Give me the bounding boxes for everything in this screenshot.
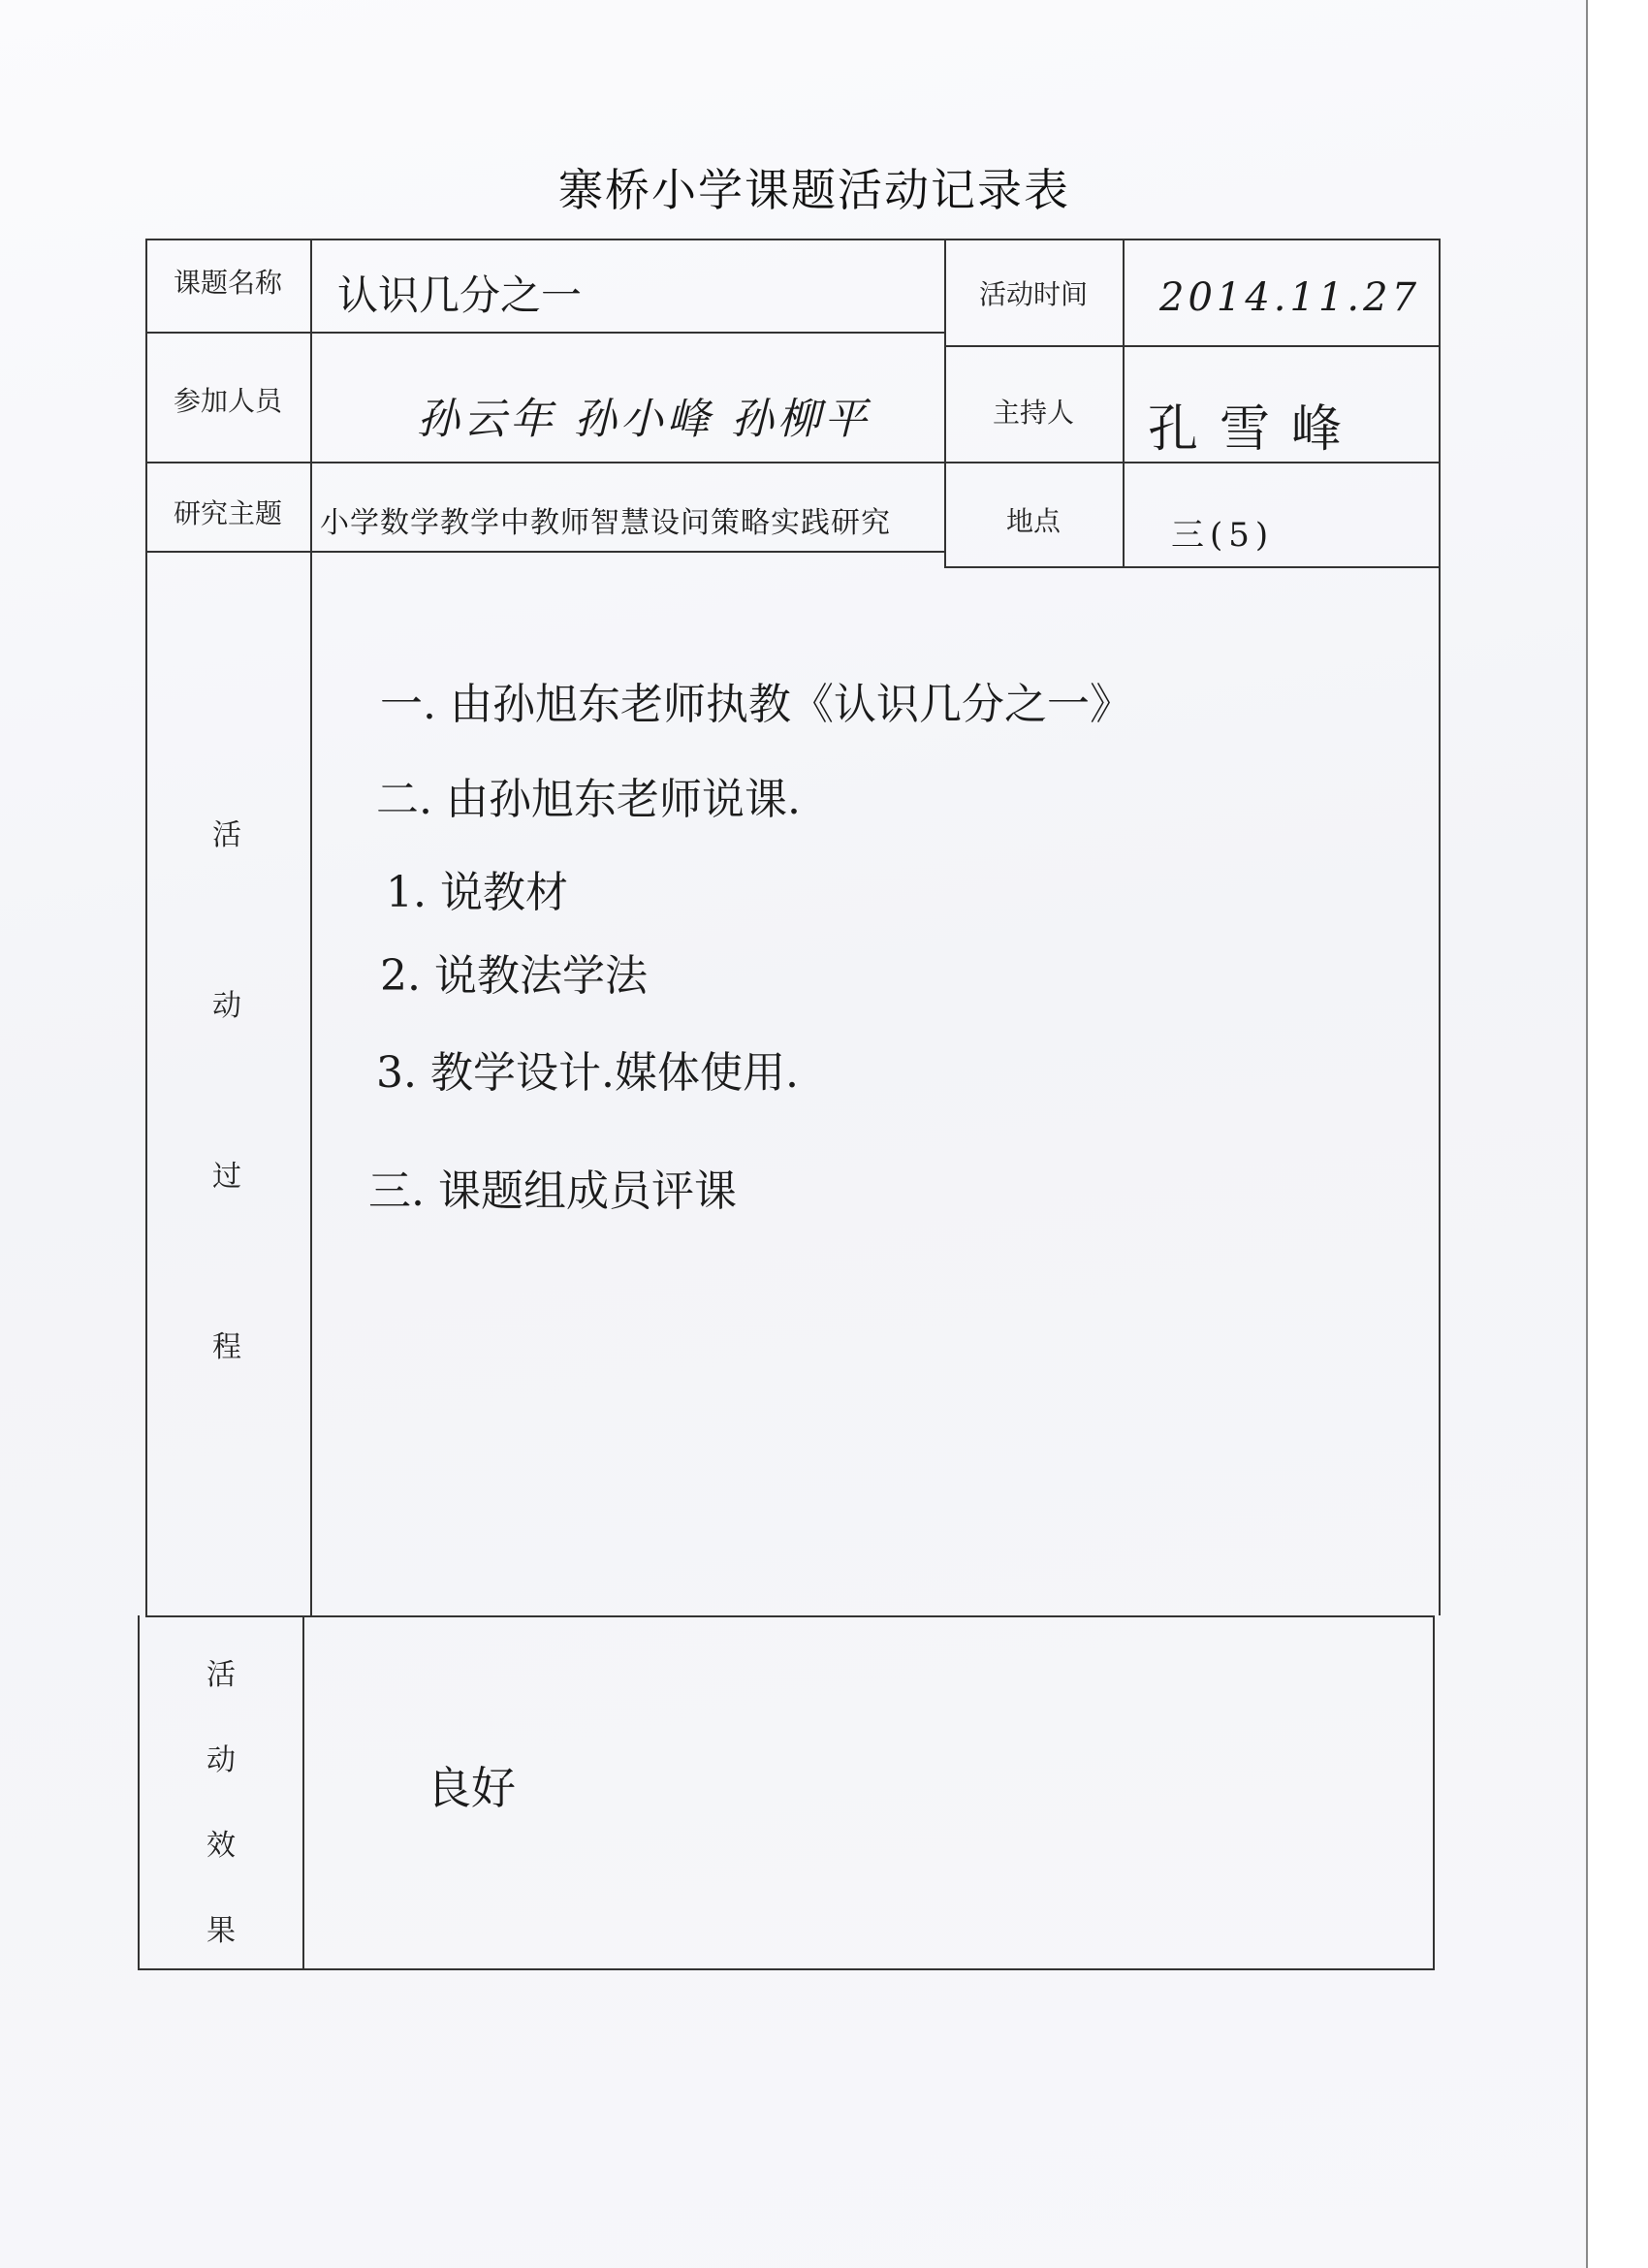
activity-time-label: 活动时间 [978,278,1088,310]
host-label: 主持人 [992,397,1074,429]
row-divider-4 [145,1615,1435,1617]
process-label-char: 动 [212,989,241,1023]
effect-value: 良好 [427,1762,516,1814]
scan-edge [1586,0,1648,2268]
research-theme-label: 研究主题 [173,497,282,529]
process-item: 3. 教学设计.媒体使用. [376,1048,799,1098]
effect-label-char: 活 [206,1658,236,1692]
row-divider-3b [944,566,1441,568]
table-border-left [145,239,147,1615]
topic-name-label: 课题名称 [173,267,282,299]
process-item: 二. 由孙旭东老师说课. [376,775,801,824]
col-divider-2 [944,239,946,566]
table-border-right [1439,239,1441,1615]
location-value: 三(5) [1171,516,1275,555]
row-divider-3a [145,551,944,553]
process-item: 1. 说教材 [386,868,568,917]
process-label-char: 活 [212,818,241,852]
participants-label: 参加人员 [173,385,282,417]
process-label-char: 过 [212,1160,241,1194]
process-item: 2. 说教法学法 [380,951,648,1001]
document-title: 寨桥小学课题活动记录表 [558,164,1070,216]
table-border-left-lower [138,1615,140,1970]
topic-name-value: 认识几分之一 [337,272,583,319]
table-border-top [145,239,1441,240]
process-label-char: 程 [212,1330,241,1364]
participants-value: 孙云年 孙小峰 孙柳平 [417,395,871,444]
col-divider-3 [1123,239,1125,566]
table-border-right-lower [1433,1615,1435,1970]
col-divider-1 [310,239,312,1615]
effect-label-char: 效 [206,1829,236,1863]
process-item: 一. 由孙旭东老师执教《认识几分之一》 [380,680,1132,729]
table-border-bottom [138,1968,1435,1970]
process-item: 三. 课题组成员评课 [368,1166,737,1216]
row-divider-1a [145,332,944,334]
research-theme-value: 小学数学教学中教师智慧设问策略实践研究 [320,506,891,540]
location-label: 地点 [1005,505,1061,537]
row-divider-2 [145,462,1441,463]
effect-label-char: 动 [206,1743,236,1777]
host-value: 孔雪峰 [1148,400,1364,459]
col-divider-1-lower [302,1615,304,1970]
row-divider-1b [944,345,1441,347]
activity-time-value: 2014.11.27 [1159,275,1421,320]
effect-label-char: 果 [206,1914,236,1948]
